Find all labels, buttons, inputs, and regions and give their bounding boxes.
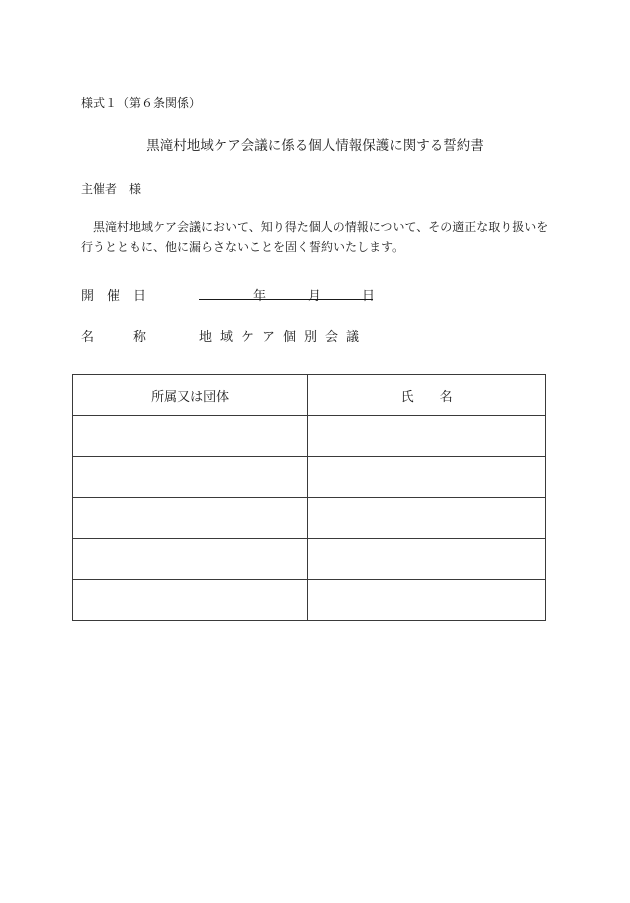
meeting-name: 地域ケア個別会議 [199, 330, 368, 345]
table-row [73, 457, 546, 498]
table-header-row [73, 375, 546, 416]
header-organization: 所属又は団体 [73, 375, 308, 416]
organization-cell[interactable] [73, 580, 308, 621]
organization-cell[interactable] [73, 539, 308, 580]
date-underline [199, 298, 373, 300]
table-row [73, 498, 546, 539]
date-label: 開 催 日 [81, 289, 147, 304]
table-row [73, 580, 546, 621]
table-row [73, 416, 546, 457]
form-number: 様式１（第６条関係） [81, 96, 202, 110]
month-unit: 月 [308, 289, 322, 304]
signature-table [72, 374, 546, 621]
organization-cell[interactable] [73, 416, 308, 457]
organization-cell[interactable] [73, 457, 308, 498]
name-cell[interactable] [308, 498, 546, 539]
organization-cell[interactable] [73, 498, 308, 539]
year-unit: 年 [253, 289, 267, 304]
pledge-text: 黒滝村地域ケア会議において、知り得た個人の情報について、その適正な取り扱いを行うとともに、他に漏らさないことを固く誓約いたします。 [81, 220, 549, 254]
table-row [73, 539, 546, 580]
day-unit: 日 [362, 289, 376, 304]
document-title: 黒滝村地域ケア会議に係る個人情報保護に関する誓約書 [146, 138, 484, 154]
name-cell[interactable] [308, 539, 546, 580]
name-cell[interactable] [308, 580, 546, 621]
header-name: 氏名 [308, 375, 546, 416]
addressee: 主催者 様 [81, 182, 142, 196]
meeting-name-label: 名 称 [81, 330, 147, 345]
name-cell[interactable] [308, 457, 546, 498]
name-cell[interactable] [308, 416, 546, 457]
